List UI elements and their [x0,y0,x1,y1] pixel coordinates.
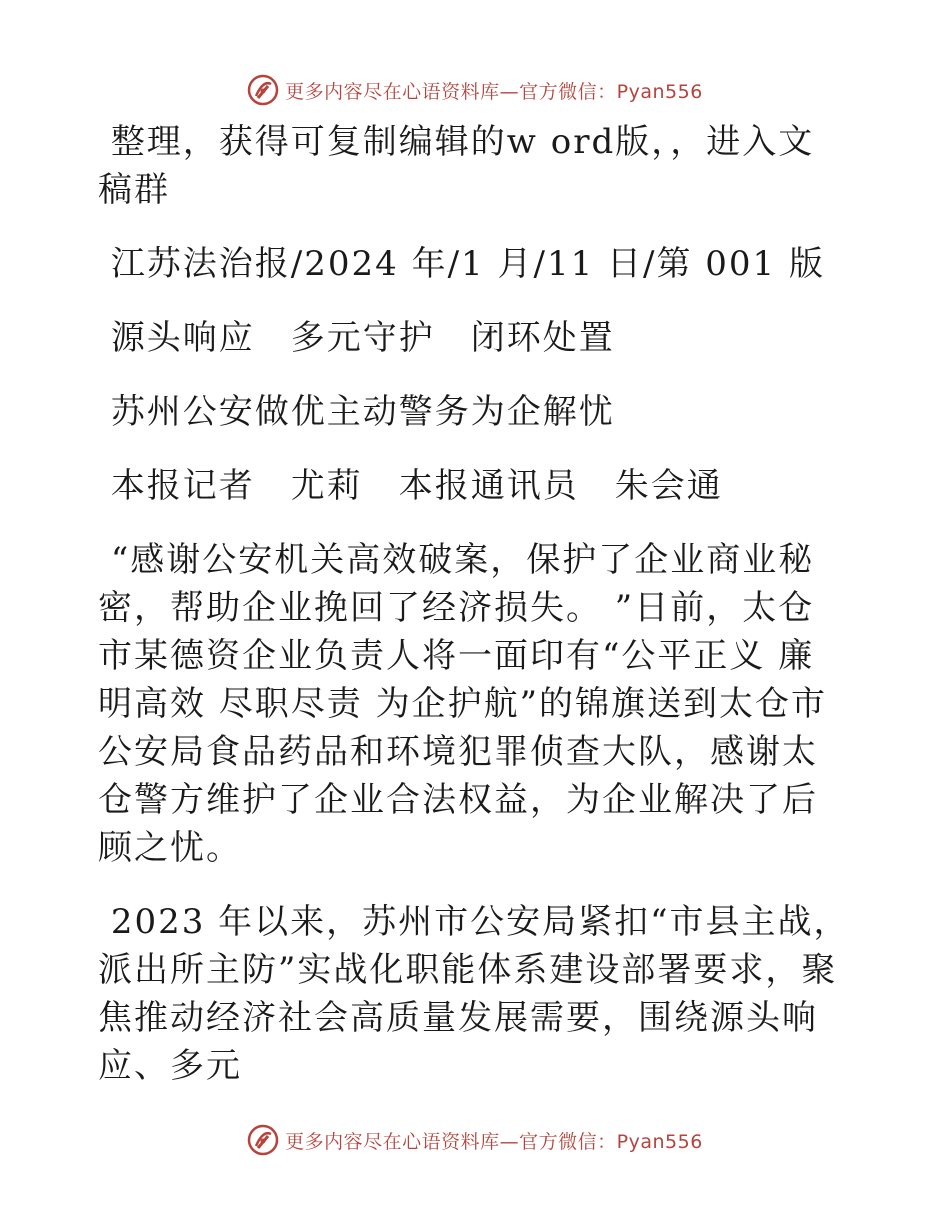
logo-icon [247,1124,279,1156]
paragraph-source: 江苏法治报/2024 年/1 月/11 日/第 001 版 [98,244,825,284]
paragraph-subheadline: 苏州公安做优主动警务为企解忧 [98,392,615,432]
paragraph-body-1: “感谢公安机关高效破案，保护了企业商业秘密，帮助企业挽回了经济损失。 ”日前，太仓市某德资企业负责人将一面印有“公平正义 廉明高效 尽职尽责 为企护航”的锦旗送到太仓市公安局食品药品和环境犯罪侦查大队，感谢太仓警方维护了企业合法权益，为企业解决了后顾之忧。 [98,540,827,868]
paragraph-byline: 本报记者 尤莉 本报通讯员 朱会通 [98,466,723,506]
paragraph-intro: 整理，获得可复制编辑的w ord版，，进入文稿群 [98,122,815,210]
paragraph-headline: 源头响应 多元守护 闭环处置 [98,318,615,358]
watermark-header [0,70,950,110]
paragraph-body-2: 2023 年以来，苏州市公安局紧扣“市县主战，派出所主防”实战化职能体系建设部署要求，聚焦推动经济社会高质量发展需要，围绕源头响应、多元 [98,902,850,1086]
watermark-footer [0,1120,950,1160]
logo-icon [247,74,279,106]
watermark-text: 更多内容尽在心语资料库—官方微信：Pyan556 [285,80,703,103]
document-body [98,118,850,1090]
watermark-text: 更多内容尽在心语资料库—官方微信：Pyan556 [285,1130,703,1153]
